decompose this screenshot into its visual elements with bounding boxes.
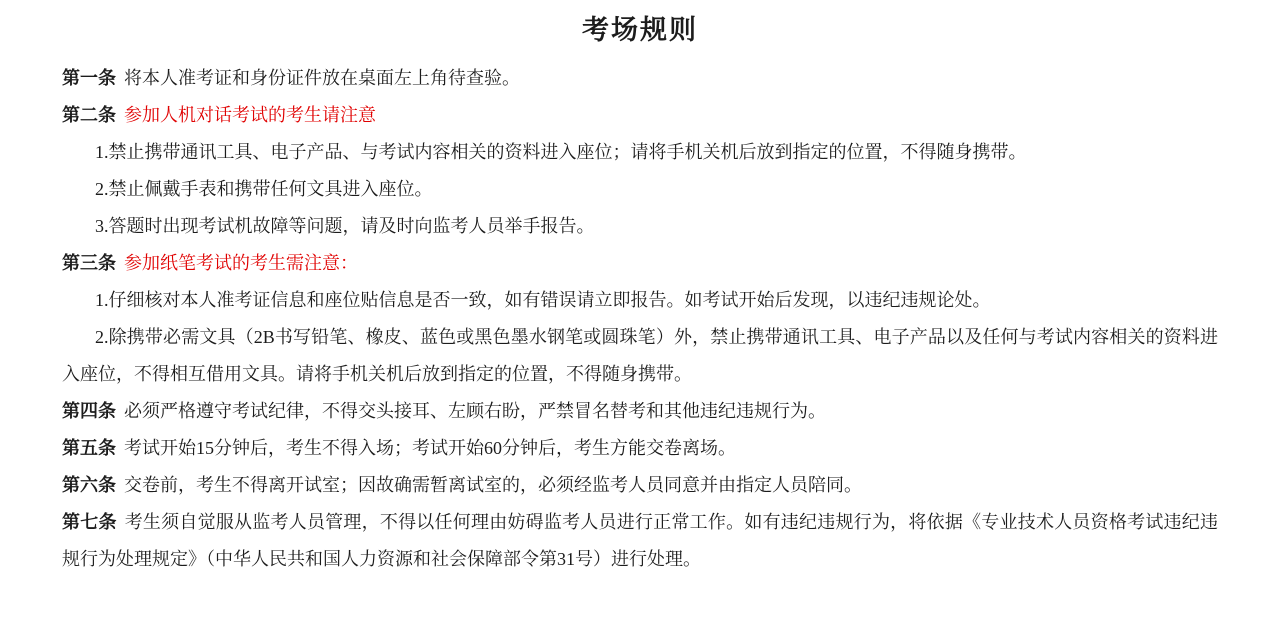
article-2-label: 第二条: [62, 105, 116, 125]
article-2-item-2: 2.禁止佩戴手表和携带任何文具进入座位。: [95, 179, 433, 199]
article-3: [62, 245, 1218, 282]
article-1: [62, 60, 1218, 97]
article-6-text: 交卷前，考生不得离开试室；因故确需暂离试室的，必须经监考人员同意并由指定人员陪同。: [124, 475, 862, 495]
article-3-item-2: 2.除携带必需文具（2B书写铅笔、橡皮、蓝色或黑色墨水钢笔或圆珠笔）外，禁止携带通讯工具、电子产品以及任何与考试内容相关的资料进入座位，不得相互借用文具。请将手机关机后放到指定的位置，不得随身携带。: [62, 327, 1218, 384]
article-2-item-3: 3.答题时出现考试机故障等问题，请及时向监考人员举手报告。: [95, 216, 595, 236]
article-7-label: 第七条: [62, 512, 117, 532]
page-title: 考场规则: [582, 15, 698, 45]
article-7: [62, 504, 1218, 578]
article-2-heading: 参加人机对话考试的考生请注意: [124, 105, 376, 125]
article-5-label: 第五条: [62, 438, 116, 458]
article-1-text: 将本人准考证和身份证件放在桌面左上角待查验。: [124, 68, 520, 88]
article-2-item-1: 1.禁止携带通讯工具、电子产品、与考试内容相关的资料进入座位；请将手机关机后放到指定的位置，不得随身携带。: [95, 142, 1027, 162]
article-4-label: 第四条: [62, 401, 116, 421]
article-5-text: 考试开始15分钟后，考生不得入场；考试开始60分钟后，考生方能交卷离场。: [124, 438, 736, 458]
article-4: [62, 393, 1218, 430]
article-1-label: 第一条: [62, 68, 116, 88]
article-2: [62, 97, 1218, 134]
article-6-label: 第六条: [62, 475, 116, 495]
article-4-text: 必须严格遵守考试纪律，不得交头接耳、左顾右盼，严禁冒名替考和其他违纪违规行为。: [124, 401, 826, 421]
article-7-text: 考生须自觉服从监考人员管理，不得以任何理由妨碍监考人员进行正常工作。如有违纪违规行为，将依据《专业技术人员资格考试违纪违规行为处理规定》（中华人民共和国人力资源和社会保障部令第31号）进行处理。: [62, 512, 1219, 569]
article-3-item-1: 1.仔细核对本人准考证信息和座位贴信息是否一致，如有错误请立即报告。如考试开始后发现，以违纪违规论处。: [95, 290, 991, 310]
article-3-heading: 参加纸笔考试的考生需注意：: [124, 253, 358, 273]
article-5: [62, 430, 1218, 467]
article-6: [62, 467, 1218, 504]
article-3-label: 第三条: [62, 253, 116, 273]
